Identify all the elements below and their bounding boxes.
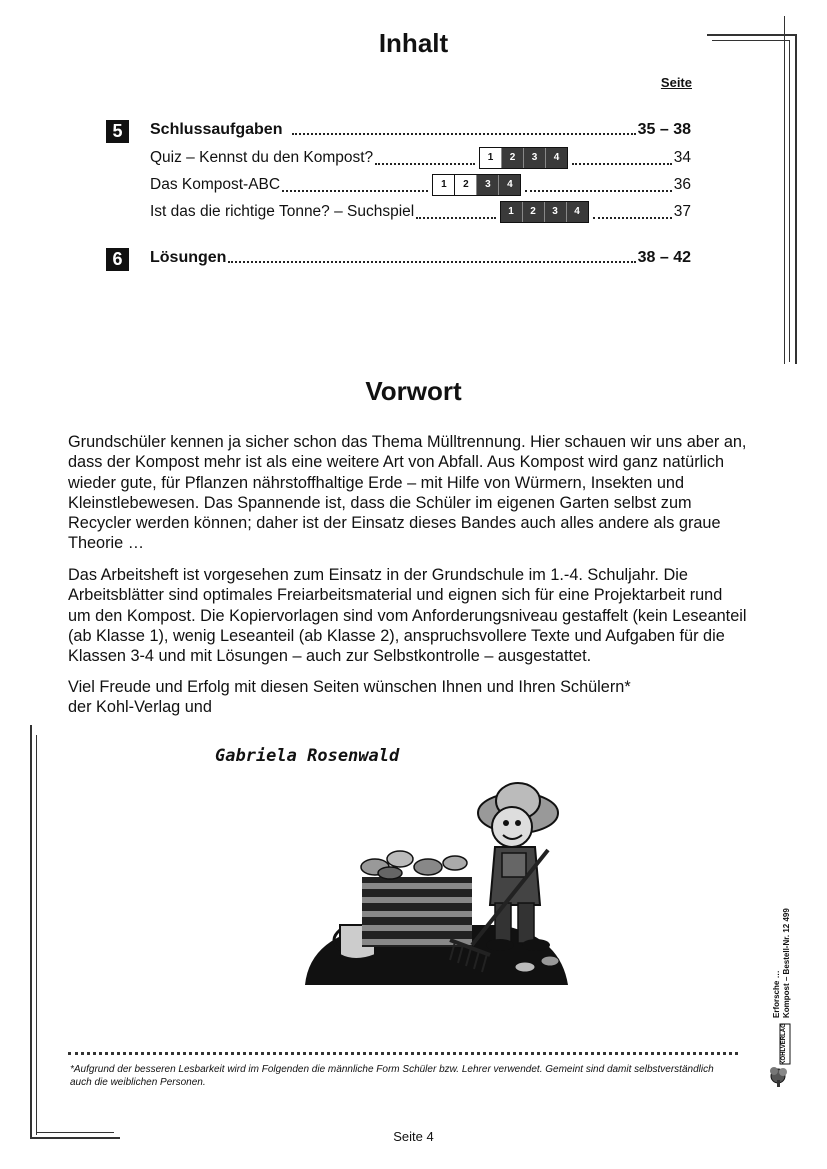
- difficulty-levels: [479, 147, 568, 169]
- toc-section-loesungen[interactable]: [150, 249, 691, 267]
- side-series-title: Erforsche …: [772, 970, 781, 1018]
- toc-leader: [572, 163, 672, 165]
- compost-gardener-illustration: [300, 775, 580, 990]
- toc-item-suchspiel[interactable]: [150, 201, 691, 223]
- author-signature: Gabriela Rosenwald: [215, 746, 400, 766]
- vorwort-paragraph-4: der Kohl-Verlag und: [68, 698, 212, 716]
- toc-item-page: 34: [673, 149, 692, 166]
- level-box-2: 2: [454, 175, 476, 195]
- page-title-vorwort: Vorwort: [365, 376, 462, 406]
- logo-text: KOHLVERLAG: [781, 1023, 787, 1065]
- toc-item-label: Ist das die richtige Tonne? – Suchspiel: [150, 203, 415, 220]
- frame-left-v-1: [30, 725, 32, 1139]
- toc-leader: [375, 163, 475, 165]
- level-box-3: 3: [523, 148, 545, 168]
- frame-right-v-2: [789, 40, 790, 362]
- section-number-5: 5: [106, 120, 129, 143]
- toc-leader: [593, 217, 672, 219]
- toc-section-pages: 35 – 38: [637, 121, 691, 138]
- vorwort-paragraph-2: Das Arbeitsheft ist vorgesehen zum Einsatz in der Grundschule im 1.-4. Schuljahr. Die Arbeitsblätter sind optimales Freiarbeitsmaterial und eignen sich für eine Projektarbeit rund um den Kompost. Die Kopiervorlagen sind vom Anforderungsniveau gestaffelt (kein Leseanteil (ab Klasse 1), wenig Leseanteil (ab Klasse 2), anspruchsvollere Texte und Aufgaben für die Klassen 3-4 und mit Lösungen – auch zur Selbstkontrolle – ausgestattet.: [68, 566, 747, 666]
- level-box-4: 4: [498, 175, 520, 195]
- toc-leader: [525, 190, 671, 192]
- toc-leader: [416, 217, 495, 219]
- level-box-2: 2: [501, 148, 523, 168]
- toc-section-pages: 38 – 42: [637, 249, 691, 266]
- toc-item-page: 37: [673, 203, 691, 220]
- level-box-1: 1: [433, 175, 454, 195]
- section-number-6: 6: [106, 248, 129, 271]
- toc-item-kompost-abc[interactable]: [150, 174, 691, 196]
- publisher-logo-icon: [768, 1022, 794, 1088]
- toc-section-label: Schlussaufgaben: [150, 121, 283, 138]
- toc-leader: [282, 190, 428, 192]
- level-box-3: 3: [476, 175, 498, 195]
- level-box-4: 4: [566, 202, 588, 222]
- level-box-1: 1: [480, 148, 501, 168]
- side-publisher-info: [772, 908, 792, 1018]
- toc-leader: [292, 133, 635, 135]
- vorwort-paragraph-3: Viel Freude und Erfolg mit diesen Seiten wünschen Ihnen und Ihren Schülern*: [68, 678, 631, 696]
- toc-leader: [228, 261, 635, 263]
- frame-left-v-2: [36, 735, 37, 1135]
- toc-item-label: Das Kompost-ABC: [150, 176, 281, 193]
- frame-right-v-3: [784, 16, 785, 364]
- difficulty-levels: [500, 201, 589, 223]
- toc-section-label: Lösungen: [150, 249, 227, 266]
- level-box-4: 4: [545, 148, 567, 168]
- footnote: *Aufgrund der besseren Lesbarkeit wird im Folgenden die männliche Form Schüler bzw. Lehrer verwendet. Gemeint sind damit selbstverständlich auch die weiblichen Personen.: [70, 1064, 714, 1088]
- page-number: Seite 4: [393, 1129, 434, 1144]
- toc-section-schlussaufgaben[interactable]: [150, 121, 691, 139]
- level-box-1: 1: [501, 202, 522, 222]
- toc-item-page: 36: [673, 176, 692, 193]
- vorwort-paragraph-1: Grundschüler kennen ja sicher schon das Thema Mülltrennung. Hier schauen wir uns aber an, dass der Kompost mehr ist als eine weitere Art von Abfall. Aus Kompost wird ganz natürlich wieder gute, für Pflanzen nährstoffhaltige Erde – mit Hilfe von Würmern, Insekten und Kleinstlebewesen. Das Spannende ist, dass die Schüler im eigenen Garten selbst zum Recycler werden können; daher ist der Einsatz dieses Bandes auch alles andere als graue Theorie …: [68, 433, 747, 553]
- toc-item-quiz[interactable]: [150, 147, 691, 169]
- difficulty-levels: [432, 174, 521, 196]
- footnote-separator: [68, 1052, 738, 1055]
- frame-right-v-1: [795, 34, 797, 364]
- level-box-2: 2: [522, 202, 544, 222]
- seite-column-label: Seite: [660, 75, 692, 90]
- compost-bin-icon: [361, 851, 472, 947]
- page-title-inhalt: Inhalt: [378, 28, 449, 58]
- side-order-number: Kompost – Bestell-Nr. 12 499: [782, 908, 791, 1018]
- level-box-3: 3: [544, 202, 566, 222]
- toc-item-label: Quiz – Kennst du den Kompost?: [150, 149, 374, 166]
